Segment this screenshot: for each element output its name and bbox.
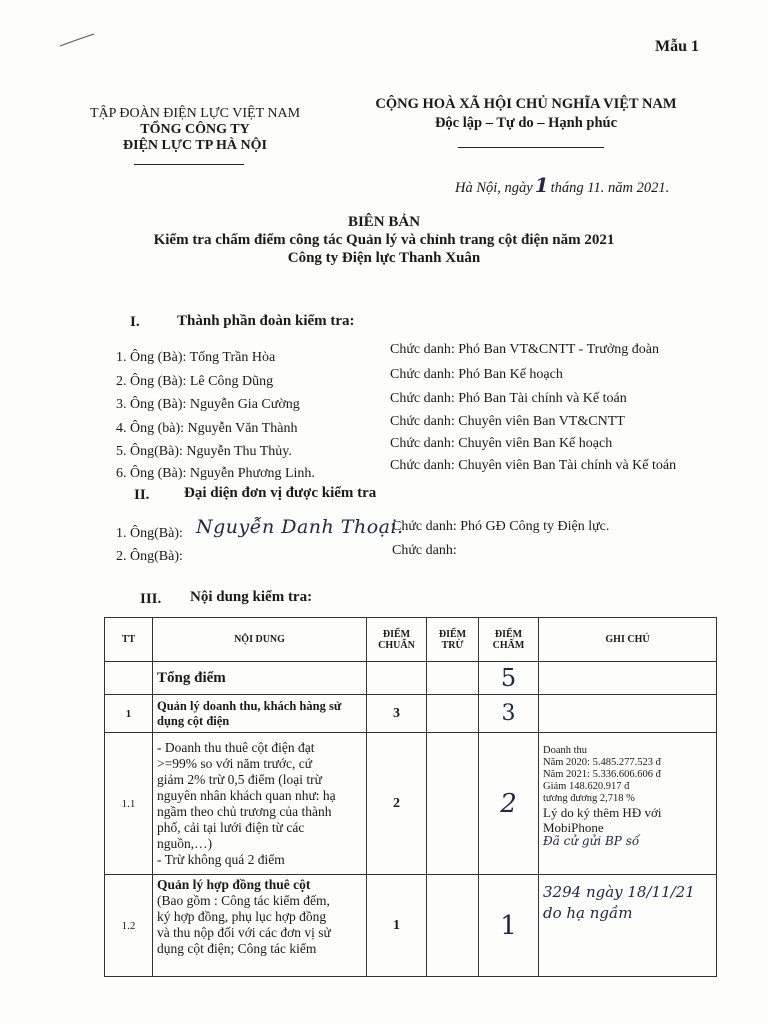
date-day-handwritten: 1 (534, 173, 549, 197)
section3-heading: Nội dung kiểm tra: (190, 589, 313, 605)
row11-content: - Doanh thu thuê cột điện đạt >=99% so với năm trước, cứ giảm 2% trừ 0,5 điểm (loại trừ nguyên nhân khách quan như: hạ ngầm theo chủ trương của thành phố, cải tại lưới điện từ các nguồn,…) - Trừ không quá 2 điểm (153, 733, 367, 875)
member-4-role: Chức danh: Chuyên viên Ban VT&CNTT (390, 414, 625, 429)
member-5-name: 5. Ông(Bà): Nguyễn Thu Thủy. (116, 444, 292, 459)
total-standard (367, 662, 427, 695)
row1-note (539, 695, 717, 733)
row1-standard: 3 (367, 695, 427, 733)
scoring-table (104, 617, 717, 977)
motto-block (342, 96, 710, 132)
row11-tt: 1.1 (105, 733, 153, 875)
member-3-name: 3. Ông (Bà): Nguyễn Gia Cường (116, 397, 300, 412)
org-group: TẬP ĐOÀN ĐIỆN LỰC VIỆT NAM (89, 106, 301, 121)
row12-standard: 1 (367, 875, 427, 977)
title-block (84, 214, 684, 267)
total-label: Tổng điểm (153, 662, 367, 695)
section3-number: III. (140, 591, 162, 607)
section1-number: I. (130, 314, 140, 330)
motto-underline (458, 147, 604, 148)
member-2-name: 2. Ông (Bà): Lê Công Dũng (116, 374, 274, 389)
rep1-role: Chức danh: Phó GĐ Công ty Điện lực. (392, 519, 610, 534)
section1-heading: Thành phần đoàn kiểm tra: (177, 313, 355, 329)
member-1-role: Chức danh: Phó Ban VT&CNTT - Trưởng đoàn (390, 342, 660, 357)
table-row (105, 875, 717, 977)
member-3-role: Chức danh: Phó Ban Tài chính và Kế toán (390, 391, 627, 406)
rep2-label: 2. Ông(Bà): (116, 549, 183, 564)
row11-deduct (427, 733, 479, 875)
org-company-line2: ĐIỆN LỰC TP HÀ NỘI (123, 138, 267, 153)
title-line3: Công ty Điện lực Thanh Xuân (287, 250, 481, 266)
org-underline (134, 164, 244, 165)
total-deduct (427, 662, 479, 695)
table-header-row (105, 618, 717, 662)
row12-tt: 1.2 (105, 875, 153, 977)
row1-tt: 1 (105, 695, 153, 733)
row11-note: Doanh thu Năm 2020: 5.485.277.523 đ Năm 2021: 5.336.606.606 đ Giảm 148.620.917 đ tương đương 2,718 % Lý do ký thêm HĐ với MobiPhone Đã cử gửi BP số (539, 733, 717, 875)
motto-line2: Độc lập – Tự do – Hạnh phúc (434, 115, 618, 131)
table-row (105, 733, 717, 875)
row12-deduct (427, 875, 479, 977)
table-row-total (105, 662, 717, 695)
table-row (105, 695, 717, 733)
member-4-name: 4. Ông (bà): Nguyễn Văn Thành (116, 421, 298, 436)
date-prefix: Hà Nội, ngày (455, 180, 533, 196)
header-deduct: ĐIỂM TRỪ (427, 618, 479, 662)
date-suffix: tháng 11. năm 2021. (550, 180, 670, 196)
rep1-label: 1. Ông(Bà): (116, 526, 183, 541)
total-note (539, 662, 717, 695)
org-company-line1: TỔNG CÔNG TY (140, 122, 250, 137)
rep2-role: Chức danh: (392, 543, 457, 558)
row11-score-handwritten: 2 (479, 733, 539, 875)
header-standard: ĐIỂM CHUẨN (367, 618, 427, 662)
form-label: Mẫu 1 (655, 38, 699, 55)
header-note: GHI CHÚ (539, 618, 717, 662)
member-1-name: 1. Ông (Bà): Tống Trần Hòa (116, 350, 276, 365)
total-score-handwritten: 5 (479, 662, 539, 695)
org-block (66, 106, 324, 154)
member-6-name: 6. Ông (Bà): Nguyễn Phương Linh. (116, 466, 315, 481)
row1-content: Quản lý doanh thu, khách hàng sử dụng cột điện (153, 695, 367, 733)
header-tt: TT (105, 618, 153, 662)
title-line2: Kiểm tra chấm điểm công tác Quản lý và chỉnh trang cột điện năm 2021 (153, 232, 615, 248)
row1-deduct (427, 695, 479, 733)
rep1-handwritten-name: Nguyễn Danh Thoại. (196, 516, 404, 538)
member-5-role: Chức danh: Chuyên viên Ban Kế hoạch (390, 436, 613, 451)
member-2-role: Chức danh: Phó Ban Kế hoạch (390, 367, 563, 382)
section2-heading: Đại diện đơn vị được kiểm tra (184, 485, 377, 501)
motto-line1: CỘNG HOÀ XÃ HỘI CHỦ NGHĨA VIỆT NAM (375, 96, 677, 112)
row12-note: 3294 ngày 18/11/21 do hạ ngầm (539, 875, 717, 977)
row12-content: Quản lý hợp đồng thuê cột (Bao gồm : Công tác kiểm đếm, ký hợp đồng, phụ lục hợp đồng và thu nộp đối với các đơn vị sử dụng cột điện; Công tác kiểm (153, 875, 367, 977)
header-score: ĐIỂM CHẤM (479, 618, 539, 662)
section2-number: II. (134, 487, 150, 503)
row12-score-handwritten: 1 (479, 875, 539, 977)
header-content: NỘI DUNG (153, 618, 367, 662)
date-line (455, 173, 669, 197)
row1-score-handwritten: 3 (479, 695, 539, 733)
row11-standard: 2 (367, 733, 427, 875)
member-6-role: Chức danh: Chuyên viên Ban Tài chính và Kế toán (390, 458, 677, 473)
total-tt (105, 662, 153, 695)
title-line1: BIÊN BẢN (347, 214, 421, 230)
pen-mark (58, 30, 98, 50)
